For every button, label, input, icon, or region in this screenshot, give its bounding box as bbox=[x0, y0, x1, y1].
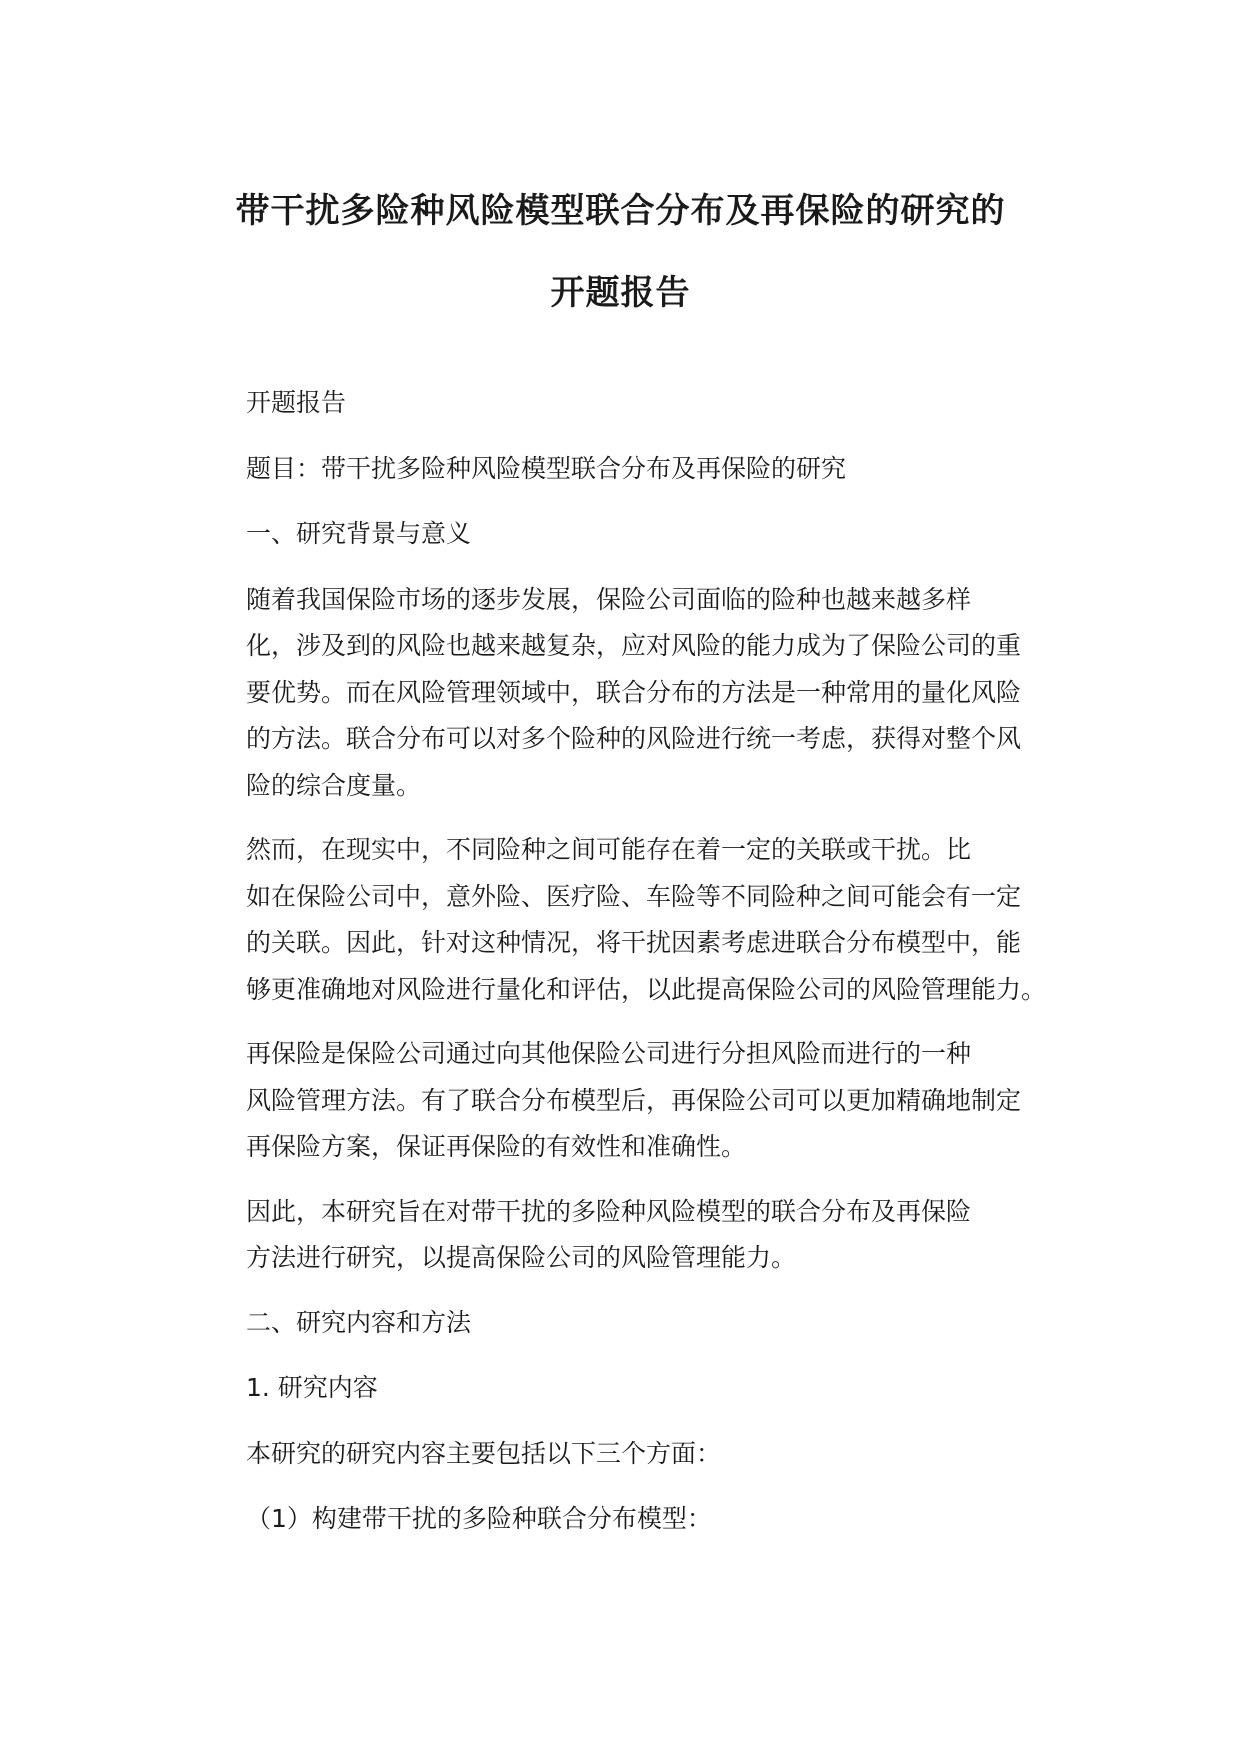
paragraph-line: 够更准确地对风险进行量化和评估，以此提高保险公司的风险管理能力。 bbox=[246, 974, 1047, 1004]
paragraph-line: 然而，在现实中，不同险种之间可能存在着一定的关联或干扰。比 bbox=[246, 835, 972, 864]
paragraph-line: 方法进行研究，以提高保险公司的风险管理能力。 bbox=[246, 1243, 797, 1272]
paragraph-line: 因此，本研究旨在对带干扰的多险种风险模型的联合分布及再保险 bbox=[246, 1196, 972, 1226]
subsection-heading-content: 1. 研究内容 bbox=[246, 1373, 378, 1402]
paragraph-objective bbox=[188, 1189, 1048, 1282]
paragraph-interference bbox=[188, 827, 1048, 1013]
section-heading-background: 一、研究背景与意义 bbox=[246, 519, 472, 548]
list-item-1: （1）构建带干扰的多险种联合分布模型： bbox=[246, 1504, 712, 1533]
paragraph-line: 如在保险公司中，意外险、医疗险、车险等不同险种之间可能会有一定 bbox=[246, 881, 1022, 911]
paragraph-reinsurance bbox=[188, 1031, 1048, 1171]
document-body bbox=[188, 380, 1048, 1562]
topic-line: 题目：带干扰多险种风险模型联合分布及再保险的研究 bbox=[246, 453, 847, 483]
paragraph-line: 再保险是保险公司通过向其他保险公司进行分担风险而进行的一种 bbox=[246, 1039, 972, 1068]
paragraph-line: 再保险方案，保证再保险的有效性和准确性。 bbox=[246, 1132, 747, 1161]
paragraph-line: 的关联。因此，针对这种情况，将干扰因素考虑进联合分布模型中，能 bbox=[246, 928, 1022, 957]
section-heading-content-method: 二、研究内容和方法 bbox=[246, 1307, 472, 1337]
paragraph-line: 的方法。联合分布可以对多个险种的风险进行统一考虑，获得对整个风 bbox=[246, 724, 1022, 753]
paragraph-line: 随着我国保险市场的逐步发展，保险公司面临的险种也越来越多样 bbox=[246, 584, 972, 614]
paragraph-background bbox=[188, 577, 1048, 810]
report-heading: 开题报告 bbox=[246, 388, 347, 417]
content-intro: 本研究的研究内容主要包括以下三个方面： bbox=[246, 1438, 722, 1468]
paragraph-line: 要优势。而在风险管理领域中，联合分布的方法是一种常用的量化风险 bbox=[246, 677, 1022, 707]
paragraph-line: 风险管理方法。有了联合分布模型后，再保险公司可以更加精确地制定 bbox=[246, 1085, 1022, 1115]
paragraph-line: 化，涉及到的风险也越来越复杂，应对风险的能力成为了保险公司的重 bbox=[246, 631, 1022, 660]
document-title-line-2: 开题报告 bbox=[550, 273, 691, 313]
paragraph-line: 险的综合度量。 bbox=[246, 770, 422, 800]
document-title-line-1: 带干扰多险种风险模型联合分布及再保险的研究的 bbox=[235, 191, 1006, 231]
